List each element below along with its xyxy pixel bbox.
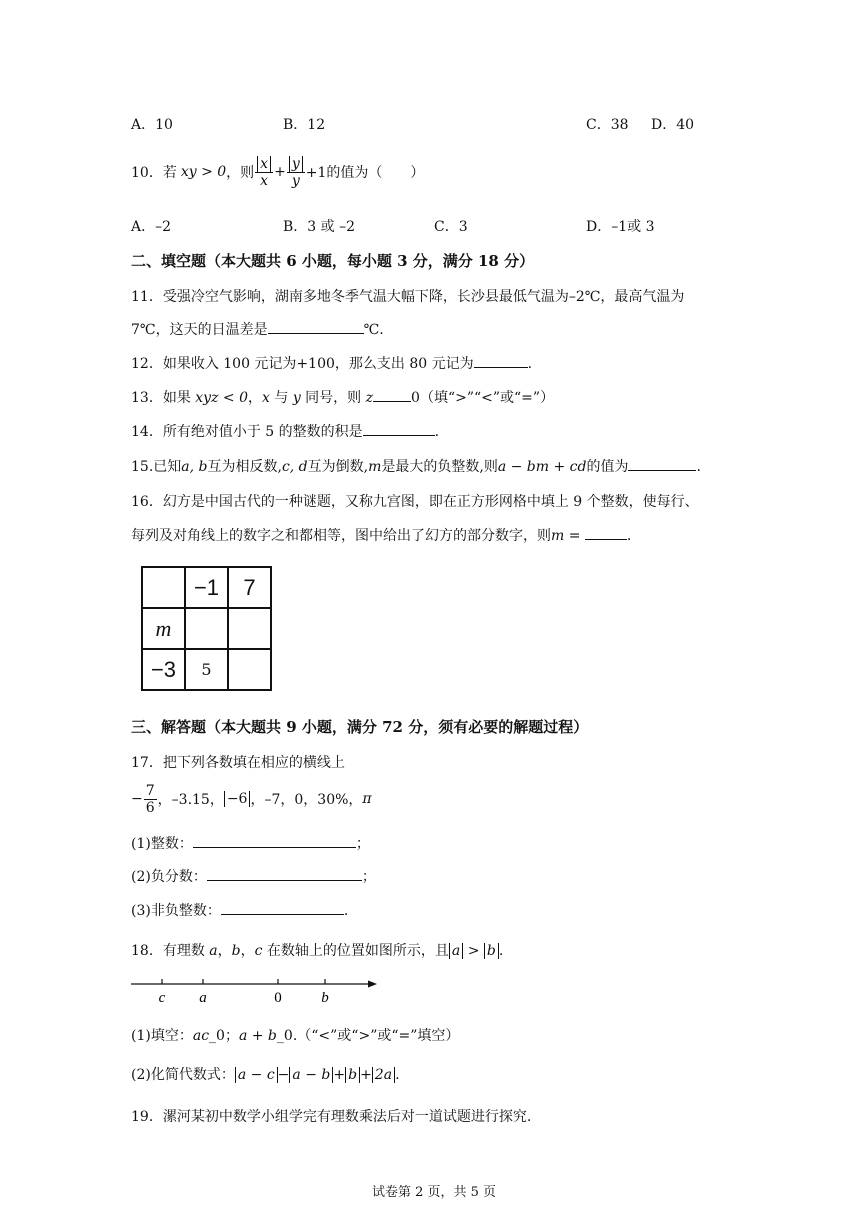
q13-y: y [292, 390, 301, 406]
q18-abs-b: b [484, 943, 499, 959]
q17-frac-den: 6 [145, 799, 155, 816]
q17-part-3-end: . [343, 903, 349, 919]
q10-abs-x: x [257, 156, 271, 172]
q10-fraction-x [255, 156, 273, 189]
q18-abs-b: b [345, 1067, 360, 1083]
question-14 [131, 421, 439, 441]
q15-expression: a − bm + cd [497, 459, 587, 475]
numberline-label-a: a [199, 990, 207, 1006]
q13-x: x [262, 390, 270, 406]
q18-part-1-apb: a + b [238, 1028, 277, 1044]
number-line [125, 972, 385, 1008]
q9-option-d: D．40 [651, 117, 695, 133]
q16-text: 每列及对角线上的数字之和都相等，图中给出了幻方的部分数字，则 [131, 528, 551, 544]
q10-den-y: y [291, 172, 300, 189]
q13-xyz: xyz < 0 [195, 390, 248, 406]
q17-part-2 [131, 866, 376, 886]
q18-abs-a-minus-b: a − b [289, 1067, 333, 1083]
q13-comma: ， [248, 390, 262, 406]
q15-answer-blank [628, 456, 696, 471]
q15-value: 的值为 [586, 459, 629, 475]
q16-line-1: 16．幻方是中国古代的一种谜题，又称九宫图，即在正方形网格中填上 9 个整数，使每行、 [131, 494, 699, 510]
q15-ab: a, b [181, 459, 208, 475]
q16-end: . [626, 528, 632, 544]
q18-plus-2: + [360, 1067, 372, 1083]
magic-cell: 7 [228, 567, 271, 608]
q18-abs-2a: 2a [372, 1067, 395, 1083]
q17-minus: − [131, 791, 143, 807]
q18-label: 18．有理数 [131, 943, 210, 959]
q17-list-a: ，–3.15， [157, 792, 224, 808]
q17-list-b: ，–7，0，30%， [250, 792, 363, 808]
q18-gt: > [463, 943, 484, 959]
q18-abs-a: a [449, 943, 463, 959]
q13-same-sign: 同号，则 [300, 390, 366, 406]
q10-then: ，则 [226, 165, 255, 181]
question-15 [131, 456, 701, 476]
q10-option-d: D．–1或 3 [586, 219, 655, 235]
q10-option-a: A．–2 [131, 219, 172, 235]
q10-plus: + [274, 164, 286, 180]
q10-abs-y: y [289, 156, 303, 172]
q10-option-b: B．3 或 –2 [283, 219, 356, 235]
numberline-label-c: c [158, 990, 166, 1006]
q17-part-3 [131, 900, 348, 920]
q18-part-1 [131, 1025, 459, 1045]
q18-part-1-tail: _0.（“<”或“>”或“=”填空） [276, 1028, 460, 1044]
q16-eq: = [564, 528, 585, 544]
page-footer: 试卷第 2 页，共 5 页 [371, 1185, 497, 1200]
q18-text: 在数轴上的位置如图所示，且 [262, 943, 449, 959]
q12-text: 12．如果收入 100 元记为+100，那么支出 80 元记为 [131, 356, 474, 372]
section-2-heading: 二、填空题（本大题共 6 小题，每小题 3 分，满分 18 分） [131, 252, 535, 270]
magic-cell [142, 567, 185, 608]
q10-option-c: C．3 [434, 219, 468, 235]
q17-part-3-label: (3)非负整数： [131, 903, 221, 919]
q10-condition: xy > 0 [180, 164, 227, 180]
q12-answer-blank [474, 353, 528, 368]
q17-part-1-end: ； [355, 836, 370, 852]
q18-abs-a-minus-c: a − c [235, 1067, 278, 1083]
question-13 [131, 387, 554, 407]
magic-cell: −3 [142, 649, 185, 690]
q11-line-2 [131, 319, 384, 339]
q18-part-2-end: . [395, 1067, 400, 1083]
q15-m: m [368, 459, 382, 475]
q18-minus: − [277, 1067, 290, 1083]
question-12 [131, 353, 532, 373]
q18-part-1-blank-1: _0； [209, 1028, 239, 1044]
q11-text: 7℃，这天的日温差是 [131, 322, 268, 338]
q13-tail: 0（填“>”“<”或“=”） [411, 390, 555, 406]
q14-answer-blank [363, 421, 435, 436]
q17-part-2-label: (2)负分数： [131, 869, 207, 885]
q15-mtext: 是最大的负整数,则 [381, 459, 498, 475]
q16-m: m [551, 528, 565, 544]
q14-end: . [434, 424, 440, 440]
q18-var-a: a [209, 943, 218, 959]
q17-part-3-blank [221, 900, 344, 915]
q17-part-2-end: ； [361, 869, 376, 885]
magic-cell: 5 [185, 649, 228, 690]
q15-label: 15.已知 [131, 459, 182, 475]
magic-square [141, 566, 272, 691]
q17-part-1-label: (1)整数： [131, 836, 193, 852]
magic-cell: −1 [185, 567, 228, 608]
numberline-label-zero: 0 [274, 990, 282, 1006]
q11-line-1: 11．受强冷空气影响，湖南多地冬季气温大幅下降，长沙县最低气温为–2℃，最高气温为 [131, 289, 685, 305]
magic-cell [185, 608, 228, 649]
q14-text: 14．所有绝对值小于 5 的整数的积是 [131, 424, 363, 440]
q10-fraction-y [287, 156, 305, 189]
q10-label: 10．若 [131, 165, 177, 181]
q17-frac-num: 7 [145, 782, 155, 799]
q18-end: . [498, 943, 504, 959]
magic-cell [228, 649, 271, 690]
q18-part-2-label: (2)化简代数式： [131, 1067, 235, 1083]
q13-answer-blank [373, 387, 411, 402]
q15-reciprocal: 互为倒数, [307, 459, 369, 475]
q13-label: 13．如果 [131, 390, 191, 406]
q13-z: z [365, 390, 374, 406]
q17-abs-value: −6 [224, 791, 251, 807]
q18-sep-2: ， [240, 943, 255, 959]
q16-answer-blank [585, 525, 627, 540]
q18-var-b: b [231, 943, 241, 959]
q15-cd: c, d [281, 459, 308, 475]
q17-pi: π [362, 791, 372, 807]
q18-var-c: c [254, 943, 263, 959]
q17-part-1-blank [193, 833, 356, 848]
q10-den-x: x [260, 172, 269, 189]
q13-and: 与 [269, 390, 293, 406]
q9-option-c: C．38 [586, 117, 629, 133]
q18-part-2 [131, 1064, 400, 1084]
q17-prompt: 17．把下列各数填在相应的横线上 [131, 755, 345, 771]
question-10 [131, 152, 424, 192]
q11-unit: ℃. [363, 322, 384, 338]
q17-part-1 [131, 833, 370, 853]
q15-end: . [696, 459, 701, 475]
section-3-heading: 三、解答题（本大题共 9 小题，满分 72 分，须有必要的解题过程） [131, 718, 589, 736]
q17-fraction [144, 783, 157, 816]
q18-part-1-ac: ac [192, 1028, 210, 1044]
q11-answer-blank [268, 319, 364, 334]
q15-opposite: 互为相反数, [207, 459, 282, 475]
q9-option-a: A．10 [131, 117, 173, 133]
q17-part-2-blank [207, 866, 362, 881]
magic-cell-m: m [142, 608, 185, 649]
q10-tail: +1的值为（ ） [305, 165, 425, 181]
q16-line-2 [131, 525, 631, 545]
q17-number-list [131, 781, 372, 817]
q9-option-b: B．12 [283, 117, 326, 133]
q18-part-1-label: (1)填空： [131, 1028, 193, 1044]
q18-sep-1: ， [217, 943, 232, 959]
numberline-label-b: b [321, 990, 329, 1006]
magic-cell [228, 608, 271, 649]
q18-prompt [131, 940, 503, 960]
q18-plus-1: + [333, 1067, 346, 1083]
q12-end: . [527, 356, 533, 372]
question-19: 19．漯河某初中数学小组学完有理数乘法后对一道试题进行探究. [131, 1109, 532, 1125]
